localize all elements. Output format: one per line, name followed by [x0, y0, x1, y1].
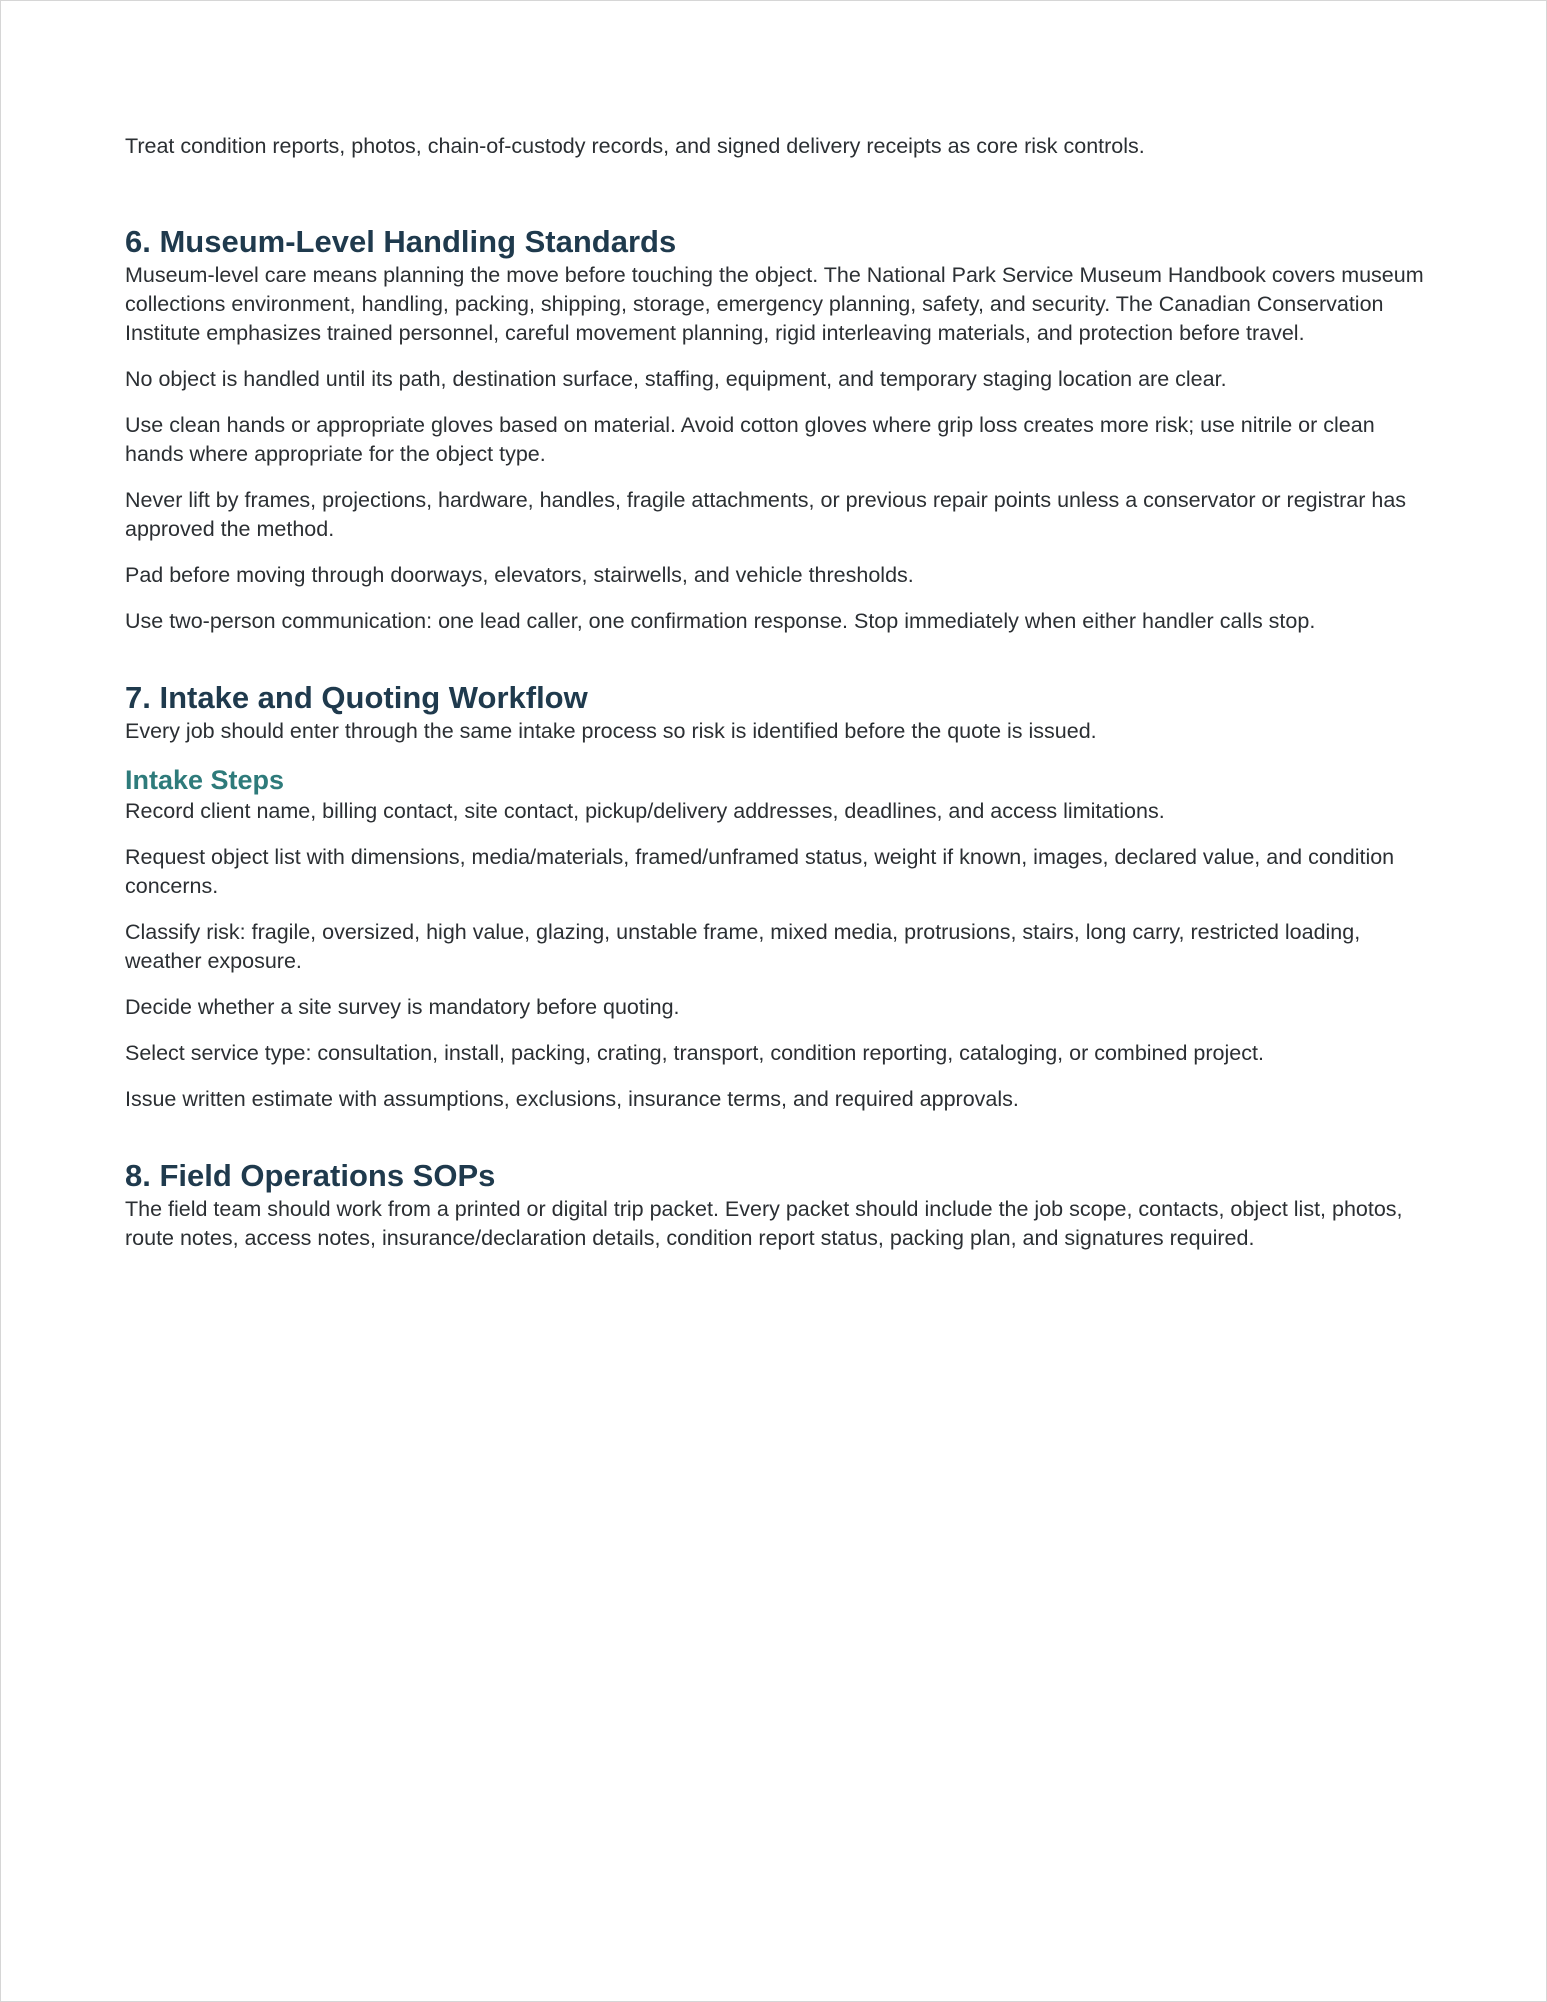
section-6-paragraph: Pad before moving through doorways, elevators, stairwells, and vehicle thresholds. — [125, 563, 914, 587]
section-7-heading: 7. Intake and Quoting Workflow — [125, 680, 588, 715]
section-6-paragraph: Use two-person communication: one lead caller, one confirmation response. Stop immediately when either handler calls stop. — [125, 609, 1316, 633]
section-6-paragraph: Museum-level care means planning the move before touching the object. The National Park Service Museum Handbook covers museum collections environment, handling, packing, shipping, storage, emergency planning, safety, and security. The Canadian Conservation Institute emphasizes trained personnel, careful movement planning, rigid interleaving materials, and protection before travel. — [125, 263, 1424, 345]
section-6-heading: 6. Museum-Level Handling Standards — [125, 224, 677, 259]
intake-step: Record client name, billing contact, site contact, pickup/delivery addresses, deadlines, and access limitations. — [125, 799, 1165, 823]
section-6-paragraph: Never lift by frames, projections, hardware, handles, fragile attachments, or previous repair points unless a conservator or registrar has approved the method. — [125, 488, 1407, 541]
section-8-heading: 8. Field Operations SOPs — [125, 1158, 496, 1193]
intake-step: Decide whether a site survey is mandatory before quoting. — [125, 995, 680, 1019]
intake-steps-subheading: Intake Steps — [125, 765, 285, 795]
intake-step: Request object list with dimensions, media/materials, framed/unframed status, weight if known, images, declared value, and condition concerns. — [125, 845, 1395, 898]
page-content — [125, 132, 1425, 1253]
section-6-paragraph: No object is handled until its path, destination surface, staffing, equipment, and temporary staging location are clear. — [125, 367, 1227, 391]
intro-paragraph: Treat condition reports, photos, chain-of-custody records, and signed delivery receipts as core risk controls. — [125, 134, 1145, 158]
intake-step: Issue written estimate with assumptions, exclusions, insurance terms, and required approvals. — [125, 1087, 1019, 1111]
section-6-paragraph: Use clean hands or appropriate gloves based on material. Avoid cotton gloves where grip loss creates more risk; use nitrile or clean hands where appropriate for the object type. — [125, 413, 1375, 466]
section-8-paragraph: The field team should work from a printed or digital trip packet. Every packet should include the job scope, contacts, object list, photos, route notes, access notes, insurance/declaration details, condition report status, packing plan, and signatures required. — [125, 1197, 1403, 1250]
intake-step: Classify risk: fragile, oversized, high value, glazing, unstable frame, mixed media, protrusions, stairs, long carry, restricted loading, weather exposure. — [125, 920, 1361, 973]
section-7-intro: Every job should enter through the same intake process so risk is identified before the quote is issued. — [125, 719, 1097, 743]
intake-step: Select service type: consultation, install, packing, crating, transport, condition reporting, cataloging, or combined project. — [125, 1041, 1264, 1065]
